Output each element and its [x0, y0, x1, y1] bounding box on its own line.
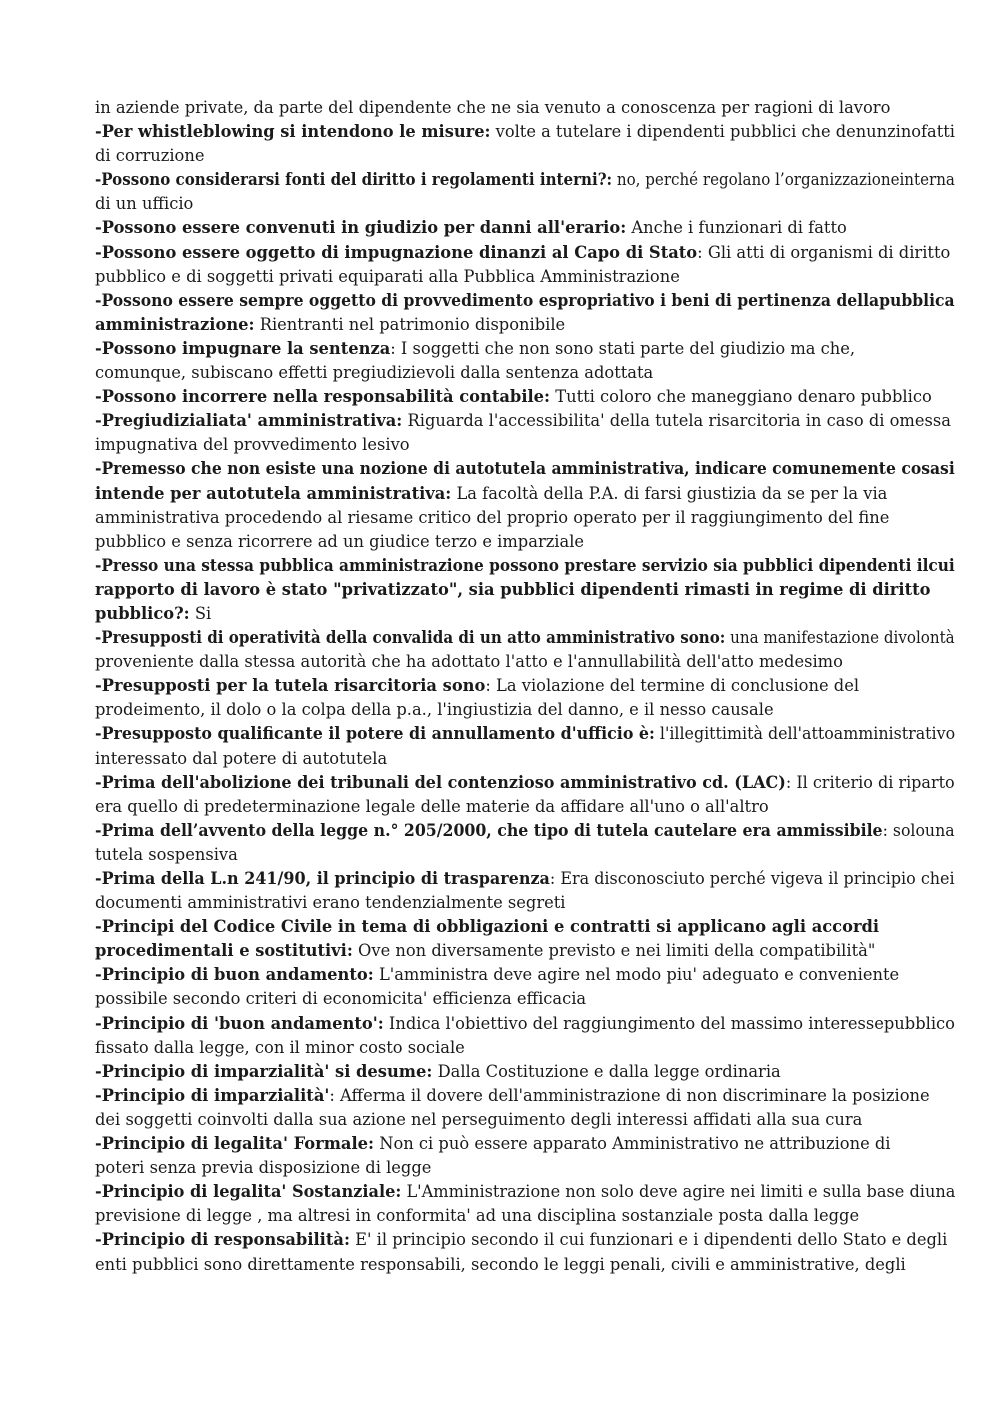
entry-paragraph: [95, 1060, 955, 1084]
entry-answer: interessato dal potere di autotutela: [95, 748, 388, 768]
entry-question: -Per whistleblowing si intendono le misure:: [95, 122, 491, 142]
entry-paragraph: [95, 626, 955, 674]
entry-answer: Rientranti nel patrimonio disponibile: [254, 314, 566, 334]
entry-paragraph: [95, 385, 955, 409]
entry-answer: amministrativa procedendo al riesame critico del proprio operato per il raggiungimento del fine: [95, 507, 890, 527]
entry-question: -Principi del Codice Civile in tema di obbligazioni e contratti si applicano agli accordi: [95, 917, 880, 937]
text-line: [95, 144, 955, 168]
entry-answer: : solouna: [882, 820, 955, 840]
entry-question: -Principio di 'buon andamento':: [95, 1013, 384, 1033]
entry-paragraph: [95, 674, 955, 722]
text-line: [95, 650, 955, 674]
entry-question: rapporto di lavoro è stato "privatizzato", sia pubblici dipendenti rimasti in regime di diritto: [95, 579, 931, 599]
text-line: [95, 698, 955, 722]
entry-paragraph: [95, 120, 955, 168]
entry-answer: previsione di legge , ma altresi in conformita' ad una disciplina sostanziale posta dalla legge: [95, 1206, 860, 1226]
text-line: [95, 168, 955, 192]
entry-answer: di corruzione: [95, 146, 205, 166]
entry-answer: volte a tutelare i dipendenti pubblici che denunzinofatti: [490, 122, 955, 142]
entry-paragraph: [95, 337, 955, 385]
text-line: [95, 216, 955, 240]
text-line: [95, 433, 955, 457]
entry-answer: di un ufficio: [95, 194, 194, 214]
text-line: [95, 915, 955, 939]
entry-answer: L'Amministrazione non solo deve agire nei limiti e sulla base diuna: [401, 1182, 956, 1202]
entry-paragraph: [95, 1132, 955, 1180]
entry-question: -Prima dell'abolizione dei tribunali del contenzioso amministrativo cd. (LAC): [95, 772, 786, 792]
entry-answer: fissato dalla legge, con il minor costo sociale: [95, 1037, 465, 1057]
text-line: [95, 1012, 955, 1036]
entry-paragraph: [95, 1228, 955, 1276]
text-line: [95, 457, 955, 481]
entry-question: -Possono impugnare la sentenza: [95, 338, 391, 358]
entry-question: procedimentali e sostitutivi:: [95, 941, 353, 961]
entry-question: -Principio di legalita' Formale:: [95, 1134, 375, 1154]
text-line: [95, 1253, 955, 1277]
entry-answer: impugnativa del provvedimento lesivo: [95, 435, 410, 455]
text-line: [95, 1132, 955, 1156]
text-line: [95, 1180, 956, 1204]
entry-paragraph: [95, 409, 955, 457]
entry-question: -Possono incorrere nella responsabilità contabile:: [95, 387, 551, 407]
entry-question: -Possono considerarsi fonti del diritto i regolamenti interni?:: [95, 170, 613, 190]
entry-answer: documenti amministrativi erano tendenzialmente segreti: [95, 893, 566, 913]
entry-paragraph: [95, 1012, 955, 1060]
text-line: [95, 1228, 955, 1252]
text-line: [95, 987, 955, 1011]
entry-question: -Prima della L.n 241/90, il principio di trasparenza: [95, 869, 550, 888]
entry-paragraph: [95, 289, 955, 337]
entry-paragraph: [95, 915, 955, 963]
entry-question: -Prima dell’avvento della legge n.° 205/2000, che tipo di tutela cautelare era ammissibile: [95, 820, 883, 840]
entry-paragraph: [95, 867, 955, 915]
text-line: [95, 313, 955, 337]
entry-question: pubblico?:: [95, 603, 190, 623]
entry-answer: era quello di predeterminazione legale delle materie da affidare all'uno o all'altro: [95, 796, 769, 816]
entry-question: -Principio di imparzialità' si desume:: [95, 1061, 433, 1081]
text-line: [95, 385, 955, 409]
entry-answer: Ove non diversamente previsto e nei limiti della compatibilità": [352, 941, 876, 961]
text-line: [95, 1108, 955, 1132]
entry-paragraph: [95, 96, 955, 120]
entry-paragraph: [95, 771, 955, 819]
text-line: [95, 1084, 955, 1108]
text-line: [95, 289, 955, 313]
entry-answer: pubblico e di soggetti privati equiparati alla Pubblica Amministrazione: [95, 266, 680, 286]
entry-answer: Riguarda l'accessibilita' della tutela risarcitoria in caso di omessa: [402, 411, 951, 431]
text-line: [95, 819, 955, 843]
entry-question: -Principio di imparzialità': [95, 1085, 330, 1105]
entry-answer: enti pubblici sono direttamente responsabili, secondo le leggi penali, civili e amministrative, degli: [95, 1254, 906, 1274]
document-page: [95, 96, 955, 1277]
entry-answer: La facoltà della P.A. di farsi giustizia da se per la via: [451, 483, 888, 503]
entry-paragraph: [95, 216, 955, 240]
text-line: [95, 602, 955, 626]
text-line: [95, 554, 955, 578]
entry-paragraph: [95, 1084, 955, 1132]
text-line: [95, 843, 955, 867]
entry-question: -Pregiudizialiata' amministrativa:: [95, 411, 403, 431]
entry-paragraph: [95, 722, 955, 770]
entry-question: -Presupposti per la tutela risarcitoria sono: [95, 676, 486, 696]
entry-paragraph: [95, 554, 955, 626]
entry-question: -Principio di buon andamento:: [95, 965, 374, 985]
text-line: [95, 120, 955, 144]
text-line: [95, 626, 955, 650]
entry-answer: l'illegittimità dell'attoamministrativo: [654, 724, 956, 744]
entry-answer: : Era disconosciuto perché vigeva il principio chei: [549, 869, 955, 888]
entry-answer: E' il principio secondo il cui funzionari e i dipendenti dello Stato e degli: [349, 1230, 948, 1250]
entry-question: -Presupposti di operatività della convalida di un atto amministrativo sono:: [95, 628, 726, 648]
entry-answer: pubblico e senza ricorrere ad un giudice terzo e imparziale: [95, 531, 585, 551]
entry-answer: poteri senza previa disposizione di legge: [95, 1158, 432, 1178]
text-line: [95, 506, 955, 530]
entry-answer: Si: [189, 603, 212, 623]
text-line: [95, 867, 955, 891]
entry-answer: Non ci può essere apparato Amministrativo ne attribuzione di: [374, 1134, 891, 1154]
entry-paragraph: [95, 819, 955, 867]
text-line: [95, 361, 955, 385]
entry-paragraph: [95, 241, 955, 289]
entry-answer: in aziende private, da parte del dipendente che ne sia venuto a conoscenza per ragioni di lavoro: [95, 98, 891, 117]
entry-answer: una manifestazione divolontà: [725, 628, 955, 648]
entry-answer: tutela sospensiva: [95, 844, 238, 864]
text-line: [95, 1060, 955, 1084]
text-line: [95, 265, 955, 289]
text-line: [95, 96, 955, 120]
entry-answer: : Gli atti di organismi di diritto: [697, 242, 951, 262]
text-line: [95, 530, 955, 554]
entry-paragraph: [95, 963, 955, 1011]
entry-question: -Possono essere sempre oggetto di provvedimento espropriativo i beni di pertinenza dellapubblica: [95, 290, 955, 310]
text-line: [95, 409, 955, 433]
entry-answer: : I soggetti che non sono stati parte del giudizio ma che,: [390, 338, 856, 358]
entry-question: -Presso una stessa pubblica amministrazione possono prestare servizio sia pubblici dipendenti ilcui: [95, 555, 955, 575]
text-line: [95, 578, 955, 602]
text-line: [95, 192, 955, 216]
text-line: [95, 939, 955, 963]
text-line: [95, 1204, 955, 1228]
entry-paragraph: [95, 457, 955, 553]
entry-paragraph: [95, 168, 955, 216]
text-line: [95, 747, 955, 771]
entry-answer: comunque, subiscano effetti pregiudizievoli dalla sentenza adottata: [95, 363, 654, 383]
entry-answer: Indica l'obiettivo del raggiungimento del massimo interessepubblico: [383, 1013, 955, 1033]
entry-answer: proveniente dalla stessa autorità che ha adottato l'atto e l'annullabilità dell'atto medesimo: [95, 652, 843, 672]
entry-question: -Possono essere oggetto di impugnazione dinanzi al Capo di Stato: [95, 242, 698, 262]
entry-answer: Dalla Costituzione e dalla legge ordinaria: [432, 1061, 781, 1081]
text-line: [95, 722, 956, 746]
text-line: [95, 482, 955, 506]
entry-question: -Principio di responsabilità:: [95, 1230, 350, 1250]
entry-question: intende per autotutela amministrativa:: [95, 483, 452, 503]
entry-answer: Anche i funzionari di fatto: [626, 218, 847, 238]
text-line: [95, 963, 955, 987]
entry-answer: Tutti coloro che maneggiano denaro pubblico: [550, 387, 932, 407]
entry-answer: : Afferma il dovere dell'amministrazione di non discriminare la posizione: [329, 1085, 930, 1105]
entry-answer: possibile secondo criteri di economicita' efficienza efficacia: [95, 989, 587, 1009]
text-line: [95, 1156, 955, 1180]
entry-answer: dei soggetti coinvolti dalla sua azione nel perseguimento degli interessi affidati alla sua cura: [95, 1109, 863, 1129]
text-line: [95, 795, 955, 819]
entry-question: -Principio di legalita' Sostanziale:: [95, 1182, 402, 1202]
entry-question: -Presupposto qualificante il potere di annullamento d'ufficio è:: [95, 724, 655, 744]
entry-question: -Possono essere convenuti in giudizio per danni all'erario:: [95, 218, 627, 238]
entry-question: -Premesso che non esiste una nozione di autotutela amministrativa, indicare comunemente cosasi: [95, 459, 955, 479]
entry-question: amministrazione:: [95, 314, 255, 334]
entry-answer: prodeimento, il dolo o la colpa della p.a., l'ingiustizia del danno, e il nesso causale: [95, 700, 774, 720]
entry-answer: : Il criterio di riparto: [785, 772, 955, 792]
text-line: [95, 1036, 955, 1060]
text-line: [95, 241, 955, 265]
entry-answer: : La violazione del termine di conclusione del: [485, 676, 860, 696]
text-line: [95, 891, 955, 915]
text-line: [95, 337, 955, 361]
text-line: [95, 771, 955, 795]
entry-paragraph: [95, 1180, 955, 1228]
entry-answer: no, perché regolano l’organizzazioneinterna: [612, 170, 955, 190]
entry-answer: L'amministra deve agire nel modo piu' adeguato e conveniente: [373, 965, 900, 985]
text-line: [95, 674, 955, 698]
